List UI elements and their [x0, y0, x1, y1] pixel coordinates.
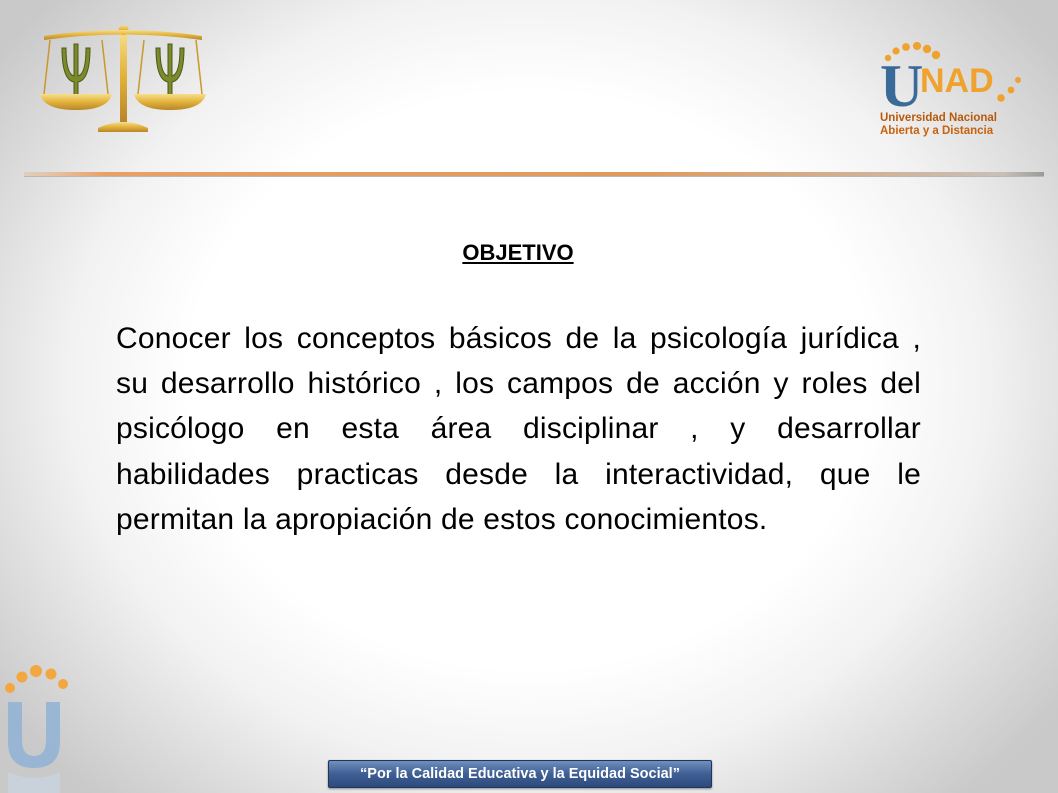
objective-title: OBJETIVO [462, 240, 574, 265]
unad-wordmark: U [880, 53, 924, 119]
unad-line1: Universidad Nacional [880, 112, 997, 124]
objective-body: Conocer los conceptos básicos de la psicología jurídica , su desarrollo histórico , los campos de acción y roles del psicólogo en esta área disciplinar , y desarrollar habilidades practicas desde la interactividad, que le permitan la apropiación de estos conocimientos. [116, 322, 921, 536]
unad-subtitle [880, 112, 1030, 138]
svg-text:NAD: NAD [920, 62, 994, 100]
psychology-scales-icon [36, 24, 210, 136]
slogan-banner: “Por la Calidad Educativa y la Equidad Social” [328, 760, 712, 788]
unad-u-icon [0, 662, 80, 793]
unad-line2: Abierta y a Distancia [880, 125, 994, 137]
header-divider [24, 172, 1044, 177]
